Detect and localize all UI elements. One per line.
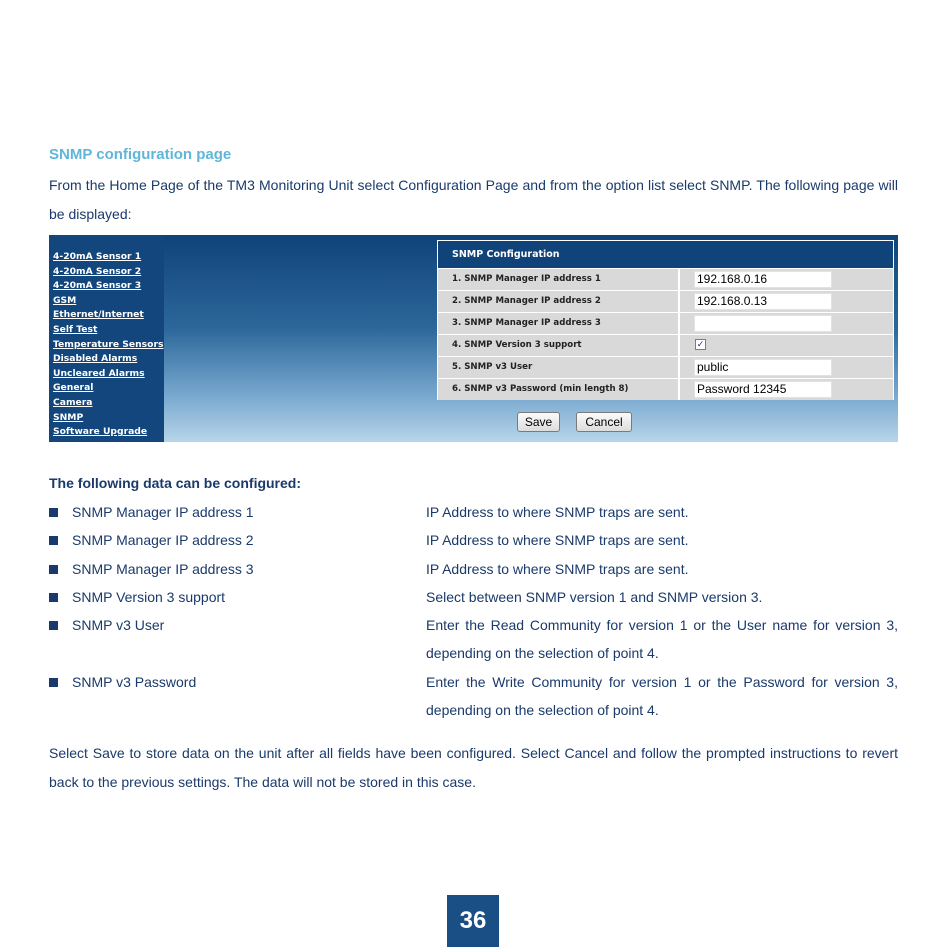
- nav-link-camera[interactable]: Camera: [53, 396, 93, 408]
- closing-paragraph: Select Save to store data on the unit after all fields have been configured. Select Cancel and follow the prompted instructions to revert back to the previous settings. The data will not be stored in this case.: [49, 745, 898, 790]
- item-name: SNMP Version 3 support: [72, 588, 226, 605]
- cancel-button[interactable]: Cancel: [576, 412, 632, 432]
- snmp-v3-checkbox[interactable]: ✓: [696, 338, 705, 349]
- item-name: SNMP v3 User: [72, 617, 165, 634]
- list-item: [49, 583, 898, 611]
- config-sidebar: [49, 235, 164, 442]
- bullet-square-icon: [49, 508, 58, 517]
- row-label: 3. SNMP Manager IP address 3: [438, 313, 680, 335]
- save-button[interactable]: Save: [517, 412, 560, 432]
- config-row: [438, 357, 893, 379]
- row-label: 1. SNMP Manager IP address 1: [438, 269, 680, 291]
- item-name: SNMP Manager IP address 2: [72, 532, 254, 549]
- snmp-config-panel: [437, 240, 894, 400]
- row-label: 2. SNMP Manager IP address 2: [438, 291, 680, 313]
- bullet-square-icon: [49, 621, 58, 630]
- configurable-data-list: [49, 498, 898, 724]
- item-name: SNMP v3 Password: [72, 673, 197, 690]
- config-row: [438, 313, 893, 335]
- config-row: [438, 379, 893, 401]
- item-description: IP Address to where SNMP traps are sent.: [426, 532, 689, 549]
- nav-link-sensor-2[interactable]: 4-20mA Sensor 2: [53, 265, 142, 277]
- item-description: IP Address to where SNMP traps are sent.: [426, 504, 689, 520]
- item-name: SNMP Manager IP address 1: [72, 504, 254, 520]
- row-label: 6. SNMP v3 Password (min length 8): [438, 379, 680, 401]
- config-row: [438, 335, 893, 357]
- nav-link-disabled-alarms[interactable]: Disabled Alarms: [53, 353, 138, 365]
- nav-link-ethernet[interactable]: Ethernet/Internet: [53, 309, 144, 321]
- item-description: Enter the Read Community for version 1 or the User name for version 3, depending on the selection of point 4.: [426, 617, 898, 662]
- list-item: [49, 498, 898, 526]
- nav-link-self-test[interactable]: Self Test: [53, 323, 98, 335]
- section-heading: SNMP configuration page: [49, 146, 232, 163]
- nav-link-temperature-sensors[interactable]: Temperature Sensors: [53, 338, 164, 350]
- manager-ip-1-input[interactable]: 192.168.0.16: [694, 271, 832, 288]
- nav-link-uncleared-alarms[interactable]: Uncleared Alarms: [53, 367, 145, 379]
- manager-ip-2-input[interactable]: 192.168.0.13: [694, 293, 832, 310]
- config-row: [438, 269, 893, 291]
- nav-link-sensor-3[interactable]: 4-20mA Sensor 3: [53, 280, 142, 292]
- list-item: [49, 668, 898, 725]
- bullet-square-icon: [49, 536, 58, 545]
- nav-link-software-upgrade[interactable]: Software Upgrade: [53, 426, 148, 438]
- nav-link-general[interactable]: General: [53, 382, 94, 394]
- configurable-data-heading: The following data can be configured:: [49, 475, 302, 491]
- config-row: [438, 291, 893, 313]
- snmp-screenshot: [49, 235, 898, 442]
- bullet-square-icon: [49, 593, 58, 602]
- v3-user-input[interactable]: public: [694, 359, 832, 376]
- panel-title: SNMP Configuration: [438, 241, 893, 268]
- item-description: IP Address to where SNMP traps are sent.: [426, 560, 689, 577]
- manager-ip-3-input[interactable]: [694, 315, 832, 332]
- item-description: Select between SNMP version 1 and SNMP version 3.: [426, 588, 763, 605]
- bullet-square-icon: [49, 565, 58, 574]
- intro-paragraph: From the Home Page of the TM3 Monitoring Unit select Configuration Page and from the option list select SNMP. The following page will be displayed:: [49, 177, 898, 222]
- item-description: Enter the Write Community for version 1 or the Password for version 3, depending on the selection of point 4.: [426, 673, 898, 719]
- row-label: 4. SNMP Version 3 support: [438, 335, 680, 357]
- list-item: [49, 611, 898, 668]
- bullet-square-icon: [49, 678, 58, 687]
- nav-link-sensor-1[interactable]: 4-20mA Sensor 1: [53, 251, 142, 262]
- item-name: SNMP Manager IP address 3: [72, 560, 254, 577]
- page-number: 36: [447, 895, 499, 947]
- list-item: [49, 526, 898, 554]
- list-item: [49, 555, 898, 583]
- nav-link-snmp[interactable]: SNMP: [53, 411, 84, 423]
- nav-link-gsm[interactable]: GSM: [53, 294, 77, 306]
- row-label: 5. SNMP v3 User: [438, 357, 680, 379]
- v3-password-input[interactable]: Password 12345: [694, 381, 832, 398]
